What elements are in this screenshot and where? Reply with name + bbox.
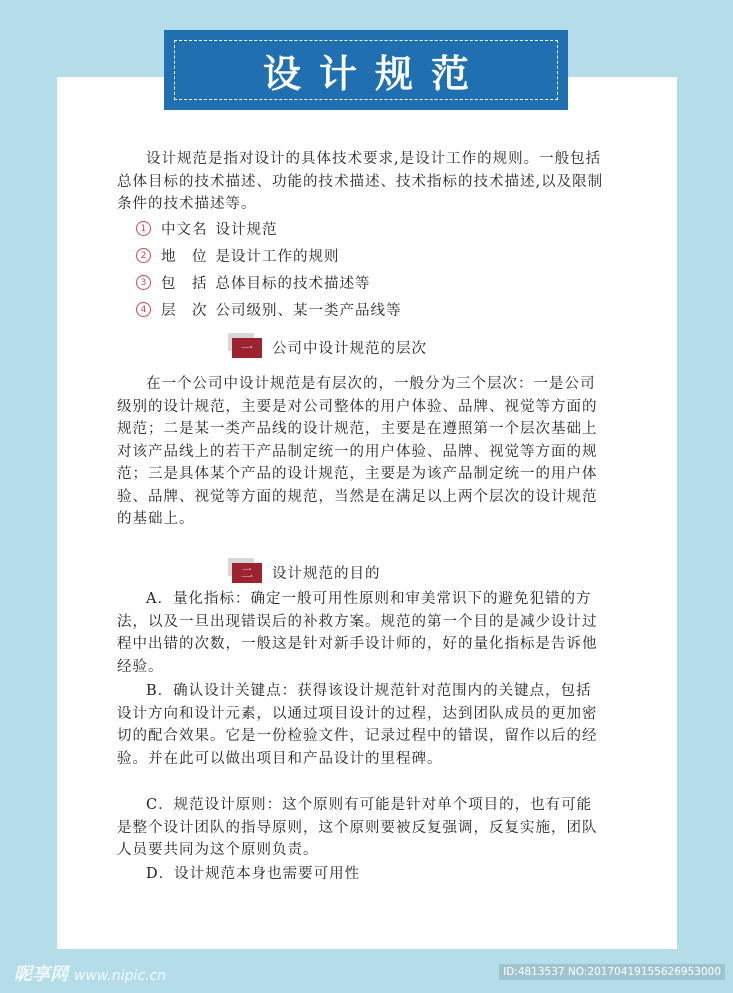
section1-body: 在一个公司中设计规范是有层次的，一般分为三个层次：一是公司级别的设计规范，主要是对公司整体的用户体验、品牌、视觉等方面的规范；二是某一类产品线的设计规范，主要是在遵照第一个层次基础上对该产品线上的若干产品制定统一的用户体验、品牌、视觉等方面的规范；三是具体某个产品的设计规范，主要是为该产品制定统一的用户体验、品牌、视觉等方面的规范，当然是在满足以上两个层次的设计规范的基础上。 <box>117 376 598 527</box>
watermark-logo: 昵享网 <box>14 964 68 985</box>
info-label: 层 次 <box>161 303 208 319</box>
watermark-id: ID:4813537 NO:20170419155626953000 <box>499 964 725 980</box>
section-badge <box>232 563 262 583</box>
watermark-url: www.nipic.cn <box>74 968 167 984</box>
number-circle-icon: 1 <box>136 221 151 236</box>
section-title: 公司中设计规范的层次 <box>272 341 427 357</box>
section-badge-number: 一 <box>232 338 262 358</box>
intro-paragraph: 设计规范是指对设计的具体技术要求,是设计工作的规则。一般包括总体目标的技术描述、功能的技术描述、技术指标的技术描述,以及限制条件的技术描述等。 <box>117 151 604 212</box>
info-label: 包 括 <box>161 276 208 292</box>
info-item <box>136 218 278 239</box>
info-item <box>136 272 371 293</box>
section-badge <box>232 338 262 358</box>
section2-point-a: A．量化指标：确定一般可用性原则和审美常识下的避免犯错的方法，以及一旦出现错误后的补救方案。规范的第一个目的是减少设计过程中出错的次数，一般这是针对新手设计师的，好的量化指标是告诉他经验。 <box>117 591 598 675</box>
number-circle-icon: 2 <box>136 248 151 263</box>
info-label: 中文名 <box>161 222 208 238</box>
section2-point-d: D．设计规范本身也需要可用性 <box>146 866 361 882</box>
section-heading-2 <box>232 562 381 583</box>
section-title: 设计规范的目的 <box>272 566 381 582</box>
info-value: 公司级别、某一类产品线等 <box>215 303 402 319</box>
watermark-brand <box>14 960 166 986</box>
info-value: 设计规范 <box>215 222 278 238</box>
section-heading-1 <box>232 337 427 358</box>
info-value: 总体目标的技术描述等 <box>215 276 371 292</box>
title-banner-border <box>174 40 558 100</box>
number-circle-icon: 4 <box>136 302 151 317</box>
info-label: 地 位 <box>161 249 208 265</box>
title-banner <box>164 30 568 110</box>
section2-point-c: C．规范设计原则：这个原则有可能是针对单个项目的，也有可能是整个设计团队的指导原则，这个原则要被反复强调，反复实施，团队人员要共同为这个原则负责。 <box>117 797 598 858</box>
info-item <box>136 245 340 266</box>
number-circle-icon: 3 <box>136 275 151 290</box>
section2-point-b: B．确认设计关键点：获得该设计规范针对范围内的关键点，包括设计方向和设计元素，以通过项目设计的过程，达到团队成员的更加密切的配合效果。它是一份检验文件，记录过程中的错误，留作以后的经验。并在此可以做出项目和产品设计的里程碑。 <box>117 683 598 767</box>
info-item <box>136 299 402 320</box>
info-value: 是设计工作的规则 <box>215 249 340 265</box>
page-title: 设计规范 <box>262 51 487 96</box>
section-badge-number: 二 <box>232 563 262 583</box>
